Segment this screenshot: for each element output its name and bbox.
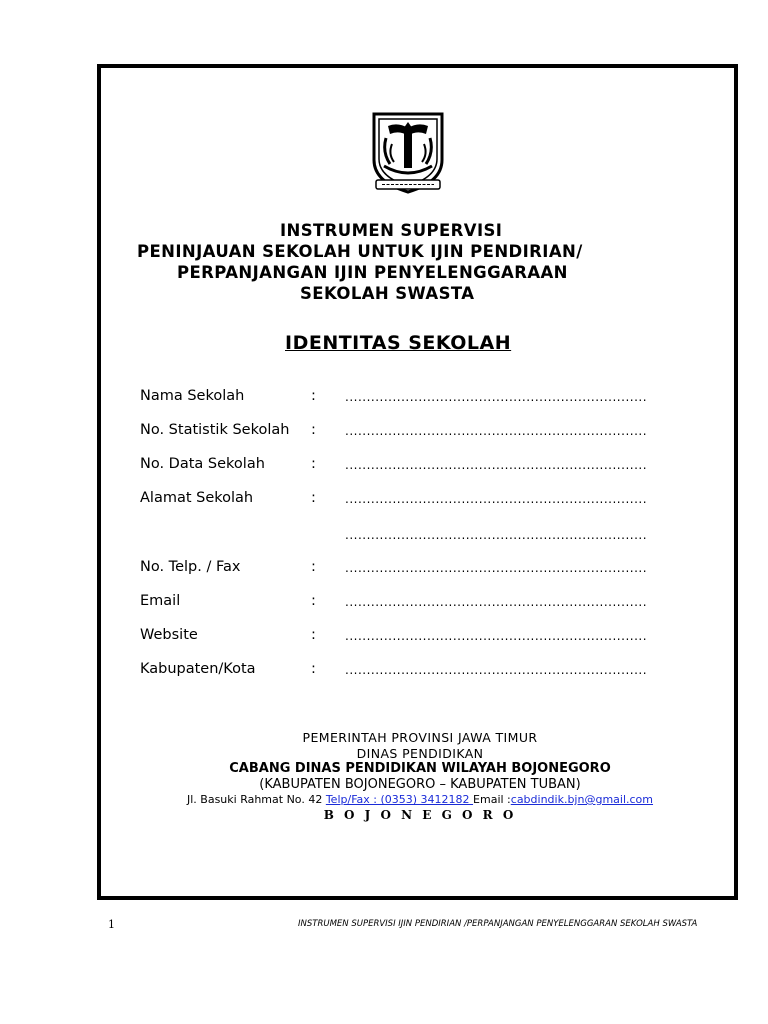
fill-in-line[interactable]: ......................................................................	[345, 492, 648, 506]
east-java-emblem-icon	[368, 108, 448, 194]
fill-in-line[interactable]: ......................................................................	[345, 595, 648, 609]
field-separator: :	[311, 559, 316, 575]
field-label: Nama Sekolah	[140, 388, 245, 404]
fill-in-line[interactable]: ......................................................................	[345, 663, 648, 677]
issuer-region: (KABUPATEN BOJONEGORO – KABUPATEN TUBAN)	[259, 776, 581, 792]
issuer-block	[100, 730, 740, 823]
field-label: No. Telp. / Fax	[140, 559, 241, 575]
running-footer: INSTRUMEN SUPERVISI IJIN PENDIRIAN /PERPANJANGAN PENYELENGGARAN SEKOLAH SWASTA	[298, 919, 698, 929]
field-label: Kabupaten/Kota	[140, 661, 256, 677]
field-label: Email	[140, 593, 181, 609]
fill-in-line[interactable]: ......................................................................	[345, 390, 648, 404]
fill-in-line[interactable]: ......................................................................	[345, 629, 648, 643]
issuer-branch: CABANG DINAS PENDIDIKAN WILAYAH BOJONEGORO	[229, 761, 611, 776]
field-separator: :	[311, 388, 316, 404]
field-label: Website	[140, 627, 198, 643]
field-nama-sekolah	[140, 388, 680, 422]
issuer-department: DINAS PENDIDIKAN	[356, 745, 484, 761]
field-no-statistik-sekolah	[140, 422, 680, 456]
field-label: Alamat Sekolah	[140, 490, 254, 506]
field-email	[140, 593, 680, 627]
field-separator: :	[311, 490, 316, 506]
field-separator: :	[311, 593, 316, 609]
title-line-4: SEKOLAH SWASTA	[300, 284, 475, 303]
issuer-contact	[100, 792, 740, 808]
page-number: 1	[108, 918, 115, 931]
fill-in-line[interactable]: ......................................................................	[345, 424, 648, 438]
field-separator: :	[311, 422, 316, 438]
fill-in-line[interactable]: ......................................................................	[345, 561, 648, 575]
email-link[interactable]: cabdindik.bjn@gmail.com	[510, 793, 654, 806]
issuer-address: Jl. Basuki Rahmat No. 42	[186, 793, 326, 806]
fill-in-line-continued[interactable]: ......................................................................	[345, 528, 648, 542]
field-separator: :	[311, 627, 316, 643]
email-label: Email :	[473, 793, 511, 806]
issuer-city: B O J O N E G O R O	[323, 807, 517, 822]
fill-in-line[interactable]: ......................................................................	[345, 458, 648, 472]
title-line-2: PENINJAUAN SEKOLAH UNTUK IJIN PENDIRIAN/	[137, 242, 583, 261]
issuer-government: PEMERINTAH PROVINSI JAWA TIMUR	[302, 730, 538, 745]
field-label: No. Data Sekolah	[140, 456, 265, 472]
title-line-3: PERPANJANGAN IJIN PENYELENGGARAAN	[177, 263, 568, 282]
field-kabupaten-kota	[140, 661, 680, 695]
field-separator: :	[311, 661, 316, 677]
field-separator: :	[311, 456, 316, 472]
field-no-data-sekolah	[140, 456, 680, 490]
field-no-telp-fax	[140, 559, 680, 593]
identity-form	[140, 388, 680, 695]
title-line-1: INSTRUMEN SUPERVISI	[280, 221, 503, 240]
field-website	[140, 627, 680, 661]
section-heading: IDENTITAS SEKOLAH	[285, 332, 512, 354]
phone-link[interactable]: Telp/Fax : (0353) 3412182	[325, 793, 474, 806]
field-label: No. Statistik Sekolah	[140, 422, 290, 438]
document-title	[100, 220, 740, 304]
field-alamat-sekolah	[140, 490, 680, 559]
